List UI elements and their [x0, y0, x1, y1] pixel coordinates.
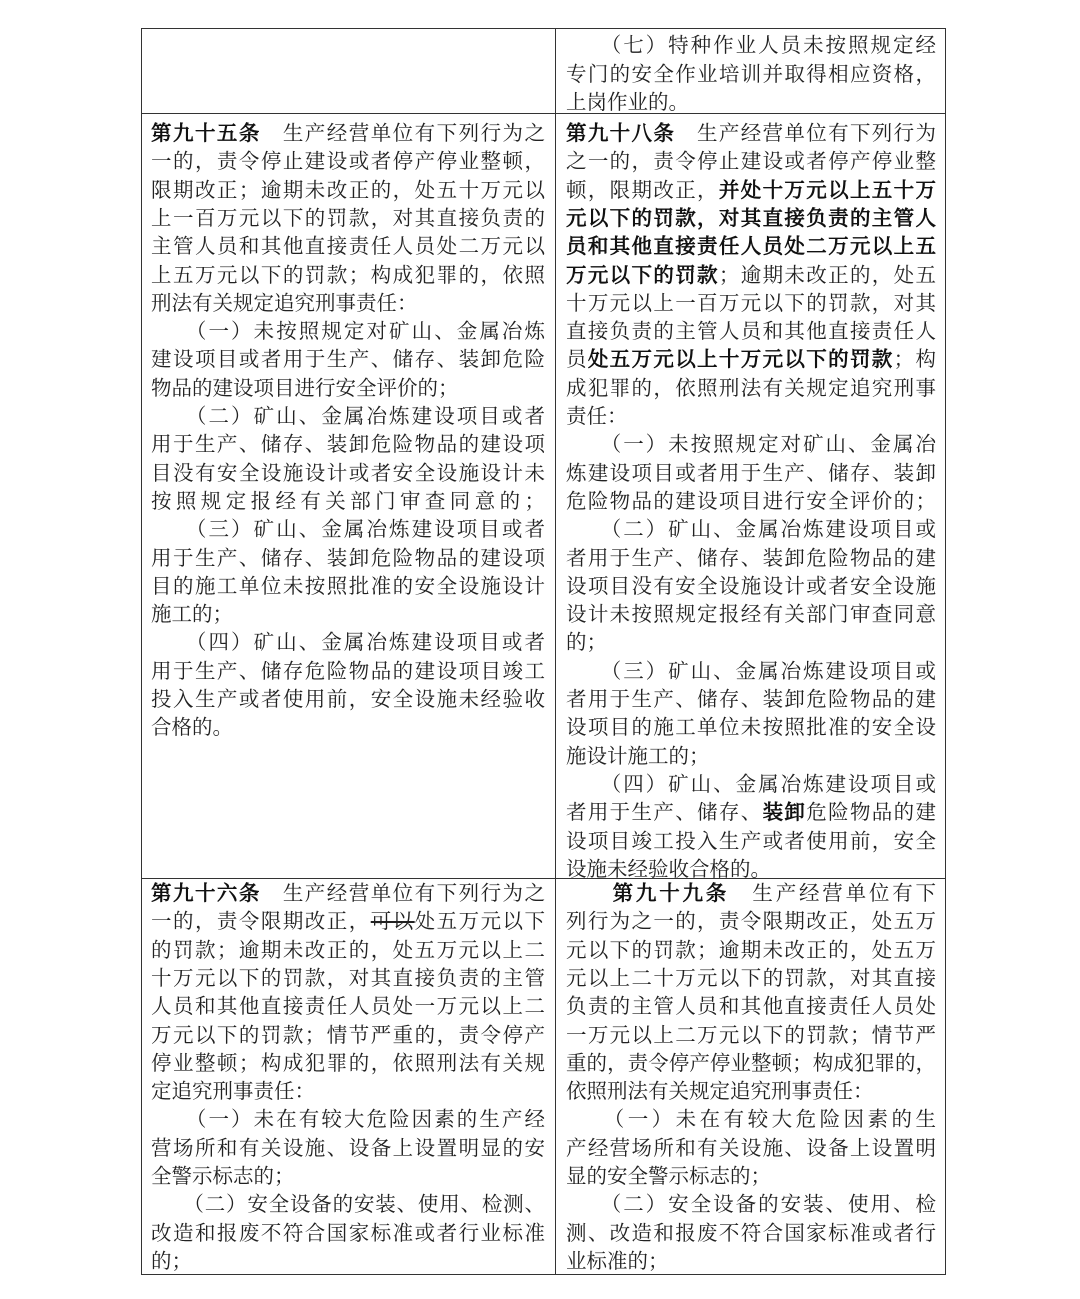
text-segment: （七）特种作业人员未按照规定经 [566, 33, 936, 57]
text-line [151, 487, 545, 515]
text-line [566, 600, 936, 628]
text-line [566, 657, 936, 685]
text-segment: 危险物品的建设项目进行安全评价的； [566, 488, 936, 513]
text-line [151, 515, 545, 543]
text-segment: 的； [151, 1248, 192, 1273]
text-segment: 成犯罪的，依照刑法有关规定追究刑事 [566, 375, 936, 400]
bold-text: 处五万元以上十万元以下的罚款 [587, 347, 894, 372]
text-segment: 责任： [566, 404, 628, 428]
text-line [566, 176, 936, 204]
text-line [566, 964, 936, 992]
text-line [566, 1247, 936, 1275]
text-segment: 十万元以下的罚款，对其直接负责的主管 [151, 965, 545, 990]
text-line [151, 685, 545, 713]
text-line [566, 374, 936, 402]
text-line [151, 261, 545, 289]
text-segment: （二）矿山、金属冶炼建设项目或者 [151, 404, 545, 428]
text-segment: 之一的，责令停止建设或者停产停业整 [566, 149, 936, 174]
text-segment: 十万元以上一百万元以下的罚款，对其 [566, 290, 936, 315]
text-line [151, 879, 545, 907]
text-line [566, 1134, 936, 1162]
text-segment: 显的安全警示标志的； [566, 1164, 771, 1188]
text-segment: 元以上二十万元以下的罚款，对其直接 [566, 965, 936, 990]
text-line [566, 1077, 936, 1105]
text-segment: 用于生产、储存危险物品的建设项目竣工 [151, 658, 545, 683]
text-line [151, 572, 545, 600]
text-segment: （二）矿山、金属冶炼建设项目或 [566, 517, 936, 542]
text-segment: 改造和报废不符合国家标准或者行业标准 [151, 1220, 545, 1245]
text-line [566, 907, 936, 935]
text-segment: 目没有安全设施设计或者安全设施设计未 [151, 460, 545, 485]
text-segment: 投入生产或者使用前，安全设施未经验收 [151, 687, 545, 711]
text-line [566, 119, 936, 147]
text-segment: 用于生产、储存、装卸危险物品的建设项 [151, 545, 545, 570]
text-segment: 施工的； [151, 602, 233, 627]
text-segment: （一）未在有较大危险因素的生产经 [151, 1107, 545, 1132]
text-segment: 刑法有关规定追究刑事责任： [151, 290, 418, 315]
text-segment: 直接负责的主管人员和其他直接责任人 [566, 319, 936, 344]
text-line [151, 147, 545, 175]
bold-text: 第九十六条 [151, 881, 261, 905]
comparison-table [141, 28, 946, 1275]
text-line [566, 572, 936, 600]
column-divider [555, 29, 556, 1274]
text-line [151, 657, 545, 685]
bold-text: 第九十八条 [566, 121, 676, 145]
text-segment: 营场所和有关设施、设备上设置明显的安 [151, 1135, 545, 1160]
text-line [151, 1077, 545, 1105]
text-segment: 元以下的罚款；逾期未改正的，处五万 [566, 937, 936, 962]
text-line [566, 459, 936, 487]
text-line [151, 232, 545, 260]
text-segment: 一的，责令停止建设或者停产停业整顿， [151, 149, 545, 174]
struck-text: 可以 [370, 909, 415, 934]
text-segment: （二）安全设备的安装、使用、检测、 [151, 1192, 545, 1217]
text-line [151, 459, 545, 487]
text-segment: 物品的建设项目进行安全评价的； [151, 375, 459, 400]
text-segment: 按照规定报经有关部门审查同意的； [151, 488, 545, 513]
text-segment: 顿，限期改正， [566, 177, 719, 202]
text-line [566, 204, 936, 232]
text-line [151, 289, 545, 317]
text-line [566, 1162, 936, 1190]
text-line [566, 147, 936, 175]
text-line [566, 60, 936, 88]
text-line [151, 628, 545, 656]
text-segment: 上五万元以下的罚款；构成犯罪的，依照 [151, 262, 545, 287]
text-line [566, 402, 936, 430]
text-line [566, 827, 936, 855]
text-segment: 建设项目或者用于生产、储存、装卸危险 [151, 347, 545, 372]
text-line [151, 317, 545, 345]
text-line [151, 1134, 545, 1162]
text-segment: 限期改正；逾期未改正的，处五十万元以 [151, 177, 545, 202]
text-line [151, 176, 545, 204]
text-line [566, 1105, 936, 1133]
text-line [566, 317, 936, 345]
text-segment: 生产经营单位有下 [729, 881, 937, 905]
text-segment: 合格的。 [151, 715, 233, 740]
bold-text: 第九十五条 [151, 121, 261, 145]
text-segment: 设计未按照规定报经有关部门审查同意 [566, 602, 936, 627]
text-line [566, 936, 936, 964]
bold-text: 第九十九条 [612, 881, 730, 905]
text-line [566, 1021, 936, 1049]
text-segment: 者用于生产、储存、装卸危险物品的建 [566, 545, 936, 570]
text-segment: （一）未按照规定对矿山、金属冶 [566, 432, 936, 457]
text-segment: （一）未在有较大危险因素的生 [566, 1107, 936, 1132]
text-segment: 生产经营单位有下列行为 [675, 121, 936, 145]
text-line [151, 992, 545, 1020]
text-segment: 处五万元以下 [414, 909, 546, 934]
text-segment: ；逾期未改正的，处五 [718, 262, 936, 287]
text-line [151, 430, 545, 458]
text-segment: 专门的安全作业培训并取得相应资格， [566, 61, 936, 86]
text-line [566, 1219, 936, 1247]
text-line [151, 1162, 545, 1190]
text-line [151, 402, 545, 430]
text-line [566, 261, 936, 289]
text-line [151, 713, 545, 741]
text-line [151, 119, 545, 147]
text-segment: （二）安全设备的安装、使用、检 [566, 1192, 936, 1217]
bold-text: 员和其他直接责任人员处二万元以上五 [566, 234, 936, 259]
text-line [566, 345, 936, 373]
text-segment: （四）矿山、金属冶炼建设项目或 [566, 771, 936, 796]
text-segment: 主管人员和其他直接责任人员处二万元以 [151, 234, 545, 259]
text-segment: 用于生产、储存、装卸危险物品的建设项 [151, 432, 545, 457]
bold-text: 装卸 [762, 800, 807, 825]
text-line [151, 204, 545, 232]
text-segment: 负责的主管人员和其他直接责任人员处 [566, 994, 936, 1019]
text-line [151, 1105, 545, 1133]
text-segment: 产经营场所和有关设施、设备上设置明 [566, 1135, 936, 1160]
text-segment [566, 881, 613, 905]
bold-text: 元以下的罚款，对其直接负责的主管人 [566, 205, 936, 230]
text-segment: 设项目竣工投入生产或者使用前，安全 [566, 828, 936, 853]
text-line [566, 515, 936, 543]
text-line [566, 1049, 936, 1077]
text-line [566, 770, 936, 798]
text-segment: 设项目没有安全设施设计或者安全设施 [566, 573, 936, 598]
text-segment: 上一百万元以下的罚款，对其直接负责的 [151, 205, 545, 230]
text-line [566, 713, 936, 741]
text-segment: 者用于生产、储存、装卸危险物品的建 [566, 687, 936, 711]
text-segment: （三）矿山、金属冶炼建设项目或 [566, 658, 936, 683]
bold-text: 并处十万元以上五十万 [718, 177, 936, 202]
text-segment: 危险物品的建 [806, 800, 936, 825]
text-segment: 依照刑法有关规定追究刑事责任： [566, 1079, 874, 1104]
text-line [566, 544, 936, 572]
text-line [566, 992, 936, 1020]
text-line [566, 430, 936, 458]
text-segment: 万元以下的罚款；情节严重的，责令停产 [151, 1022, 545, 1047]
text-line [151, 1021, 545, 1049]
text-line [566, 879, 936, 907]
text-line [566, 742, 936, 770]
text-line [151, 936, 545, 964]
text-segment: 的罚款；逾期未改正的，处五万元以上二 [151, 937, 545, 962]
text-line [151, 345, 545, 373]
text-line [566, 685, 936, 713]
text-line [566, 31, 936, 59]
text-line [151, 1049, 545, 1077]
text-segment: 炼建设项目或者用于生产、储存、装卸 [566, 460, 936, 485]
text-segment: ；构 [893, 347, 936, 372]
text-segment: 的； [566, 630, 607, 655]
text-segment: 业标准的； [566, 1248, 669, 1273]
text-segment: 测、改造和报废不符合国家标准或者行 [566, 1220, 936, 1245]
text-segment: 目的施工单位未按照批准的安全设施设计 [151, 573, 545, 598]
text-line [566, 628, 936, 656]
text-line [566, 88, 936, 116]
text-segment: 生产经营单位有下列行为之 [260, 881, 546, 905]
text-segment: 上岗作业的。 [566, 90, 689, 114]
cell-r1-left [152, 29, 546, 113]
text-segment: （四）矿山、金属冶炼建设项目或者 [151, 630, 545, 655]
text-segment: 设施未经验收合格的。 [566, 856, 771, 881]
text-line [151, 1190, 545, 1218]
text-line [566, 232, 936, 260]
text-segment: 一万元以上二万元以下的罚款；情节严 [566, 1022, 936, 1047]
text-segment: 员 [566, 347, 588, 372]
text-line [151, 907, 545, 935]
text-line [151, 1247, 545, 1275]
bold-text: 万元以下的罚款 [566, 262, 719, 287]
text-segment: 一的，责令限期改正， [151, 909, 371, 934]
text-segment: 列行为之一的，责令限期改正，处五万 [566, 909, 936, 934]
text-line [566, 798, 936, 826]
text-segment: （一）未按照规定对矿山、金属冶炼 [151, 319, 545, 344]
text-segment: （三）矿山、金属冶炼建设项目或者 [151, 517, 545, 542]
text-segment: 生产经营单位有下列行为之 [260, 121, 546, 145]
text-line [566, 1190, 936, 1218]
text-line [151, 374, 545, 402]
text-segment: 者用于生产、储存、 [566, 800, 763, 825]
text-segment: 设项目的施工单位未按照批准的安全设 [566, 715, 936, 740]
text-segment: 人员和其他直接责任人员处一万元以上二 [151, 994, 545, 1019]
text-line [566, 487, 936, 515]
text-segment: 定追究刑事责任： [151, 1079, 315, 1104]
text-segment: 重的，责令停产停业整顿；构成犯罪的， [566, 1050, 936, 1075]
text-line [151, 1219, 545, 1247]
text-line [566, 289, 936, 317]
text-segment: 施设计施工的； [566, 743, 710, 768]
text-line [151, 600, 545, 628]
text-segment: 全警示标志的； [151, 1164, 295, 1188]
text-segment: 停业整顿；构成犯罪的，依照刑法有关规 [151, 1050, 545, 1075]
text-line [151, 544, 545, 572]
text-line [151, 964, 545, 992]
